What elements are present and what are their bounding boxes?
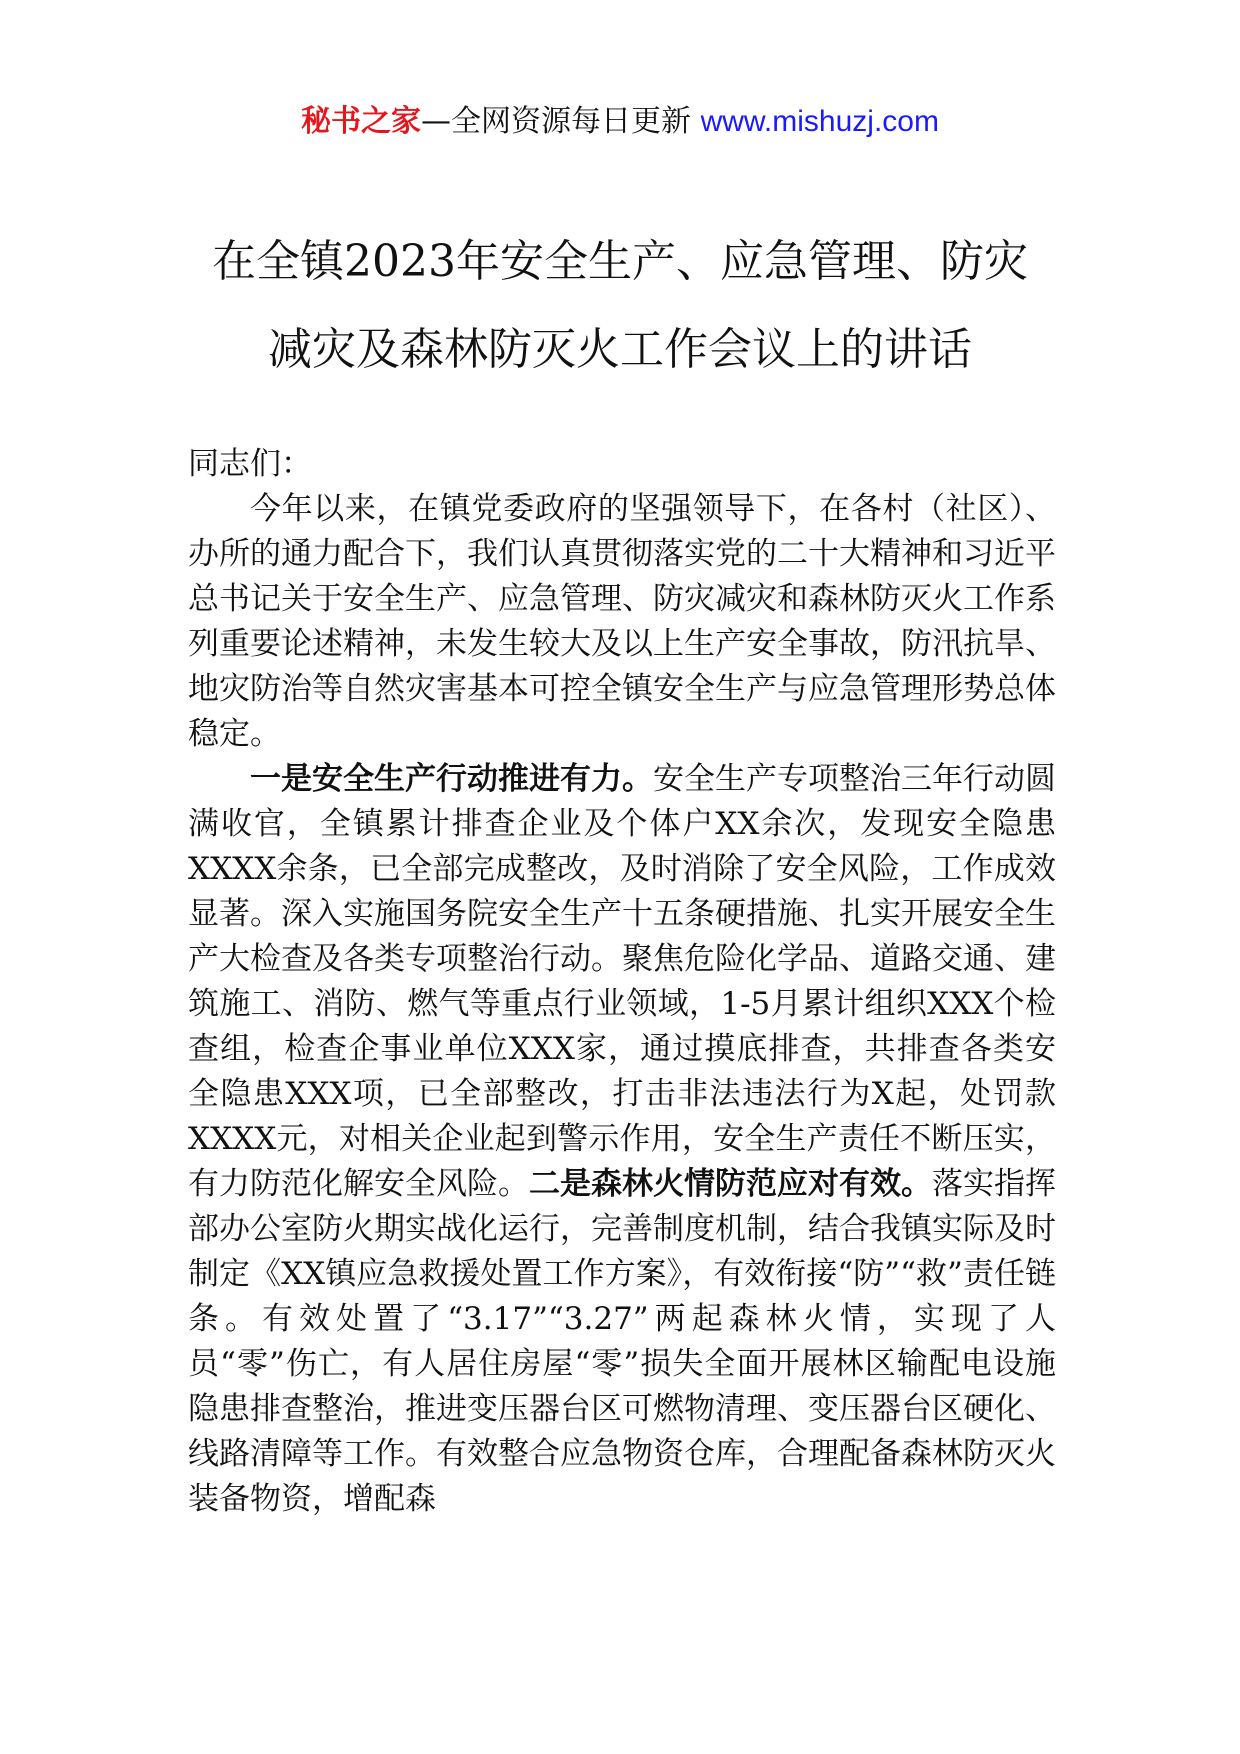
paragraph-achievements xyxy=(188,757,1056,1522)
title-line-1: 在全镇2023年安全生产、应急管理、防灾 xyxy=(212,236,1028,287)
salutation: 同志们： xyxy=(188,446,312,482)
document-title xyxy=(150,218,1090,394)
document-body xyxy=(188,442,1056,1522)
title-line-2: 减灾及森林防灭火工作会议上的讲话 xyxy=(268,324,972,375)
section-heading-safety: 一是安全生产行动推进有力。 xyxy=(250,761,653,797)
section-text-safety: 安全生产专项整治三年行动圆满收官，全镇累计排查企业及个体户XX余次，发现安全隐患XXXX余条，已全部完成整改，及时消除了安全风险，工作成效显著。深入实施国务院安全生产十五条硬措施、扎实开展安全生产大检查及各类专项整治行动。聚焦危险化学品、道路交通、建筑施工、消防、燃气等重点行业领域，1-5月累计组织XXX个检查组，检查企事业单位XXX家，通过摸底排查，共排查各类安全隐患XXX项，已全部整改，打击非法违法行为X起，处罚款XXXX元，对相关企业起到警示作用，安全生产责任不断压实，有力防范化解安全风险。 xyxy=(188,761,1056,1202)
site-url-link[interactable]: www.mishuzj.com xyxy=(700,105,939,138)
site-header xyxy=(0,100,1240,144)
section-heading-forest-fire: 二是森林火情防范应对有效。 xyxy=(529,1166,932,1202)
paragraph-intro: 今年以来，在镇党委政府的坚强领导下，在各村（社区）、办所的通力配合下，我们认真贯彻落实党的二十大精神和习近平总书记关于安全生产、应急管理、防灾减灾和森林防灭火工作系列重要论述精神，未发生较大及以上生产安全事故，防汛抗旱、地灾防治等自然灾害基本可控全镇安全生产与应急管理形势总体稳定。 xyxy=(188,491,1056,752)
site-brand: 秘书之家 xyxy=(301,104,422,139)
site-tagline: —全网资源每日更新 xyxy=(421,104,692,139)
section-text-forest-fire: 落实指挥部办公室防火期实战化运行，完善制度机制，结合我镇实际及时制定《XX镇应急救援处置工作方案》，有效衔接“防”“救”责任链条。有效处置了“3.17”“3.27”两起森林火情，实现了人员“零”伤亡，有人居住房屋“零”损失全面开展林区输配电设施隐患排查整治，推进变压器台区可燃物清理、变压器台区硬化、线路清障等工作。有效整合应急物资仓库，合理配备森林防灭火装备物资，增配森 xyxy=(188,1166,1056,1517)
